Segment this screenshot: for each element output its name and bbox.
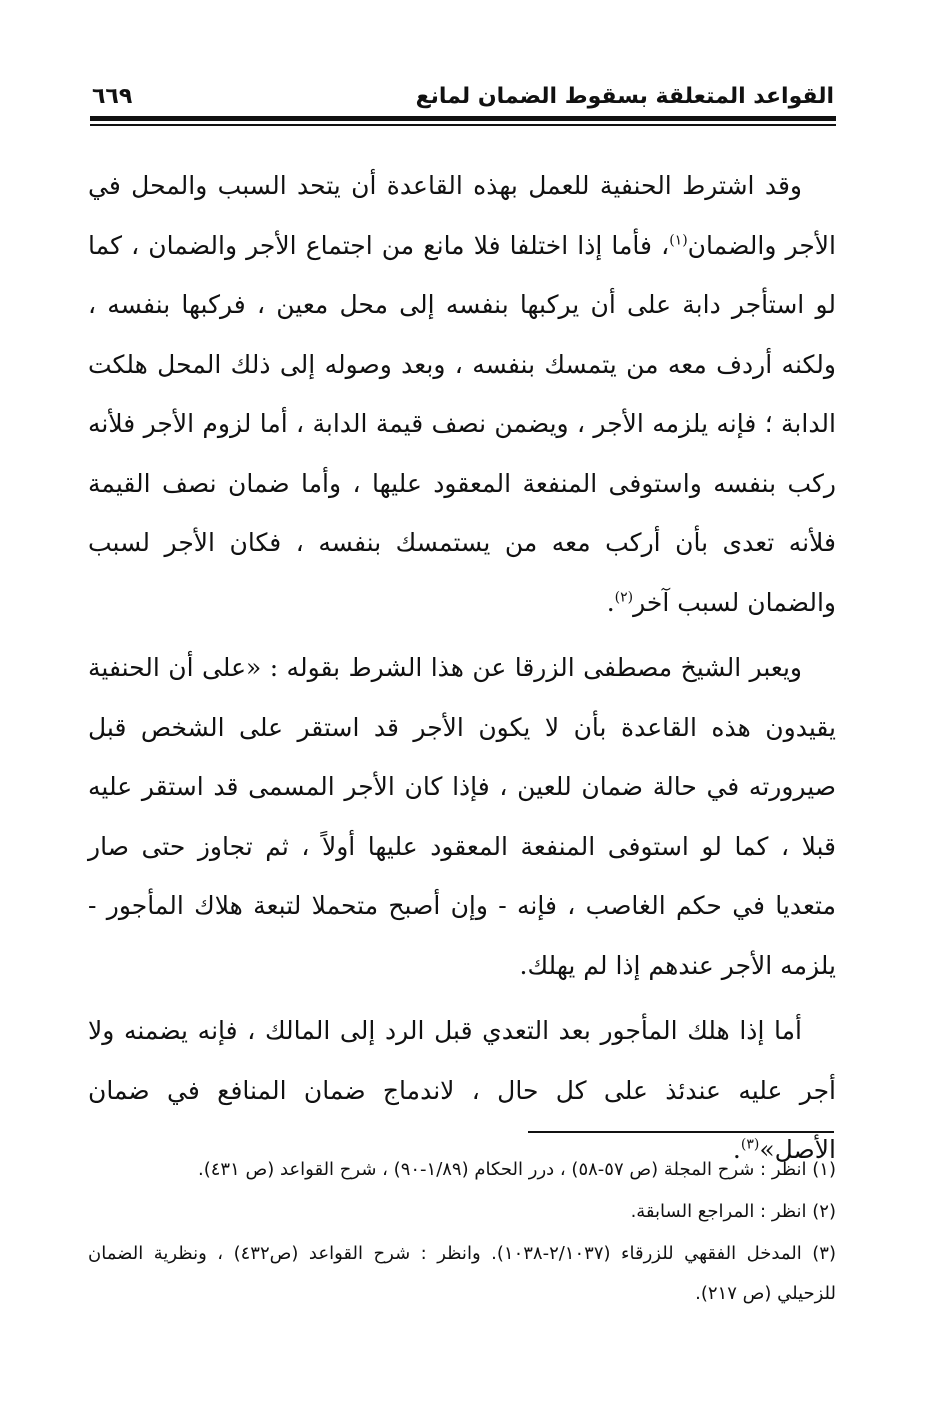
- page-number: ٦٦٩: [92, 84, 133, 109]
- header-rule-thin: [90, 124, 836, 126]
- footnote-3: (٣) المدخل الفقهي للزرقاء (٢/١٠٣٧-١٠٣٨). وانظر : شرح القواعد (ص٤٣٢) ، ونظرية الضمان للزحيلي (ص ٢١٧).: [88, 1243, 836, 1304]
- paragraph-1: [88, 156, 836, 632]
- footnote-ref-2: (٢): [614, 589, 634, 606]
- footnote-1: (١) انظر : شرح المجلة (ص ٥٧-٥٨) ، درر الحكام (١/٨٩-٩٠) ، شرح القواعد (ص ٤٣١).: [197, 1159, 836, 1180]
- paragraph-1-text-c: .: [606, 587, 615, 617]
- paragraph-1-text-b: ، فأما إذا اختلفا فلا مانع من اجتماع الأجر والضمان ، كما لو استأجر دابة على أن يركبها بنفسه إلى محل معين ، فركبها بنفسه ، ولكنه أردف معه من يتمسك بنفسه ، وبعد وصوله إلى ذلك المحل هلكت الدابة ؛ فإنه يلزمه الأجر ، ويضمن نصف قيمة الدابة ، أما لزوم الأجر فلأنه ركب بنفسه واستوفى المنفعة المعقود عليها ، وأما ضمان نصف القيمة فلأنه تعدى بأن أركب معه من يستمسك بنفسه ، فكان الأجر لسبب والضمان لسبب آخر: [88, 230, 836, 617]
- header-rule-thick: [90, 116, 836, 121]
- paragraph-3-text-b: .: [732, 1135, 741, 1164]
- paragraph-2: ويعبر الشيخ مصطفى الزرقا عن هذا الشرط بقوله : «على أن الحنفية يقيدون هذه القاعدة بأن لا يكون الأجر قد استقر على الشخص قبل صيرورته في حالة ضمان للعين ، فإذا كان الأجر المسمى قد استقر عليه قبلا ، كما لو استوفى المنفعة المعقود عليها أولاً ، ثم تجاوز حتى صار متعديا في حكم الغاصب ، فإنه - وإن أصبح متحملا لتبعة هلاك المأجور - يلزمه الأجر عندهم إذا لم يهلك.: [88, 653, 836, 980]
- footnotes: [88, 1150, 836, 1316]
- footnote-separator: [528, 1131, 834, 1133]
- paragraph-3-text-a: أما إذا هلك المأجور بعد التعدي قبل الرد إلى المالك ، فإنه يضمنه ولا أجر عليه عندئذ على كل حال ، لاندماج ضمان المنافع في ضمان الأصل»: [88, 1016, 836, 1164]
- paragraph-1-text-a: وقد اشترط الحنفية للعمل بهذه القاعدة أن يتحد السبب والمحل في الأجر والضمان: [88, 171, 836, 260]
- page-header: [92, 80, 834, 114]
- main-text: [88, 156, 836, 1186]
- footnote-ref-1: (١): [669, 232, 688, 249]
- footnote-2: (٢) انظر : المراجع السابقة.: [630, 1201, 836, 1222]
- running-title: القواعد المتعلقة بسقوط الضمان لمانع: [415, 84, 834, 109]
- footnote-ref-3: (٣): [740, 1136, 760, 1153]
